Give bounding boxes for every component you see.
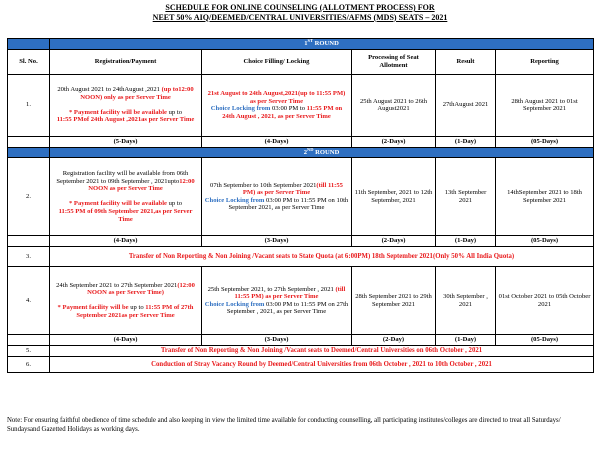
header-choice: Choice Filling/ Locking [202,49,352,74]
round-1-processing: 25th August 2021 to 26th August2021 [352,74,436,136]
round-2-days-result: (1-Day) [436,236,496,247]
schedule-table [7,38,594,373]
round-2-result: 13th September 2021 [436,158,496,236]
round-1-sl: 1. [8,74,50,136]
round-2-reporting: 14thSeptember 2021 to 18th September 2021 [496,158,594,236]
row-3-sl: 3. [8,247,50,267]
row-4-sl: 4. [8,267,50,335]
row-4-processing: 28th September 2021 to 29th September 2021 [352,267,436,335]
days-blank [8,335,50,346]
round-2-banner [8,147,594,158]
row-4-reporting: 01st October 2021 to 05th October 2021 [496,267,594,335]
document-title [0,0,600,22]
days-blank [8,236,50,247]
round-1-result: 27thAugust 2021 [436,74,496,136]
round-1-registration: 20th August 2021 to 24thAugust ,2021 (up to12:00 NOON) only as per Server Time * Payment facility will be available up to 11:55 PMof 24th August ,2021as per Server Time [50,74,202,136]
header-sl-no: Sl. No. [8,49,50,74]
row-4 [8,267,594,335]
row-5-sl: 5. [8,346,50,357]
round-2-choice: 07th September to 10th September 2021(till 11:55 PM) as per Server Time Choice Locking from 03:00 PM to 11:55 PM on 10th September 2021, as per Server Time [202,158,352,236]
round-1-choice: 21st August to 24th August,2021(up to 11:55 PM) as per Server Time Choice Locking from 03:00 PM to 11:55 PM on 24th August , 2021, as per Server Time [202,74,352,136]
round-2-label: 2ND ROUND [50,147,594,158]
round-1-days-result: (1-Day) [436,136,496,147]
row-5 [8,346,594,357]
round-1-reporting: 28th August 2021 to 01st September 2021 [496,74,594,136]
round-1-days-choice: (4-Days) [202,136,352,147]
round-1-days-row [8,136,594,147]
round-2-registration: Registration facility will be available from 06th September 2021 to 09th September , 2021upto12:00 NOON as per Server Time * Payment facility will be available up to 11:55 PM of 09th September 2021,as per Server Time [50,158,202,236]
row-6-sl: 6. [8,357,50,373]
row-4-days-processing: (2-Day) [352,335,436,346]
row-4-days-choice: (3-Days) [202,335,352,346]
round-2-days-reg: (4-Days) [50,236,202,247]
round-2-sl: 2. [8,158,50,236]
round-1-banner [8,39,594,50]
footer-note: Note: For ensuring faithful obedience of time schedule and also keeping in view the limited time available for conducting counselling, all participating institutes/colleges are directed to treat all Saturdays/ Sundaysand Gazetted Holidays as working days. [7,417,561,433]
header-row [8,49,594,74]
round-1-days-reporting: (05-Days) [496,136,594,147]
row-6-text: Conduction of Stray Vacancy Round by Deemed/Central Universities from 06th October , 2021 to 10th October , 2021 [50,357,594,373]
days-blank [8,136,50,147]
row-4-days-reg: (4-Days) [50,335,202,346]
round-1-label: 1ST ROUND [50,39,594,50]
round-blank-cell [8,147,50,158]
round-1-row [8,74,594,136]
row-4-choice: 25th September 2021, to 27th September , 2021 (till 11:55 PM) as per Server Time Choice Locking from 03:00 PM to 11:55 PM on 27th September , 2021, as per Server Time [202,267,352,335]
round-2-days-processing: (2-Days) [352,236,436,247]
row-4-registration: 24th September 2021 to 27th September 2021(12:00 NOON as per Server Time) * Payment facility will be up to 11:55 PM of 27th September 2021as per Server Time [50,267,202,335]
round-2-days-reporting: (05-Days) [496,236,594,247]
header-reporting: Reporting [496,49,594,74]
round-2-days-choice: (3-Days) [202,236,352,247]
round-2-row [8,158,594,236]
row-4-result: 30th September , 2021 [436,267,496,335]
round-1-days-reg: (5-Days) [50,136,202,147]
round-2-days-row [8,236,594,247]
header-processing: Processing of Seat Allotment [352,49,436,74]
row-4-days-result: (1-Day) [436,335,496,346]
round-blank-cell [8,39,50,50]
row-4-days-row [8,335,594,346]
row-4-days-reporting: (05-Days) [496,335,594,346]
row-6 [8,357,594,373]
row-3 [8,247,594,267]
round-1-days-processing: (2-Days) [352,136,436,147]
row-5-text: Transfer of Non Reporting & Non Joining /Vacant seats to Deemed/Central Universities on 06th October , 2021 [50,346,594,357]
title-line-2: NEET 50% AIQ/DEEMED/CENTRAL UNIVERSITIES/AFMS (MDS) SEATS – 2021 [152,12,448,22]
header-result: Result [436,49,496,74]
row-3-text: Transfer of Non Reporting & Non Joining /Vacant seats to State Quota (at 6:00PM) 18th September 2021(Only 50% All India Quota) [50,247,594,267]
round-2-processing: 11th September, 2021 to 12th September, 2021 [352,158,436,236]
header-registration: Registration/Payment [50,49,202,74]
title-line-1: SCHEDULE FOR ONLINE COUNSELING (ALLOTMENT PROCESS) FOR [165,3,435,12]
